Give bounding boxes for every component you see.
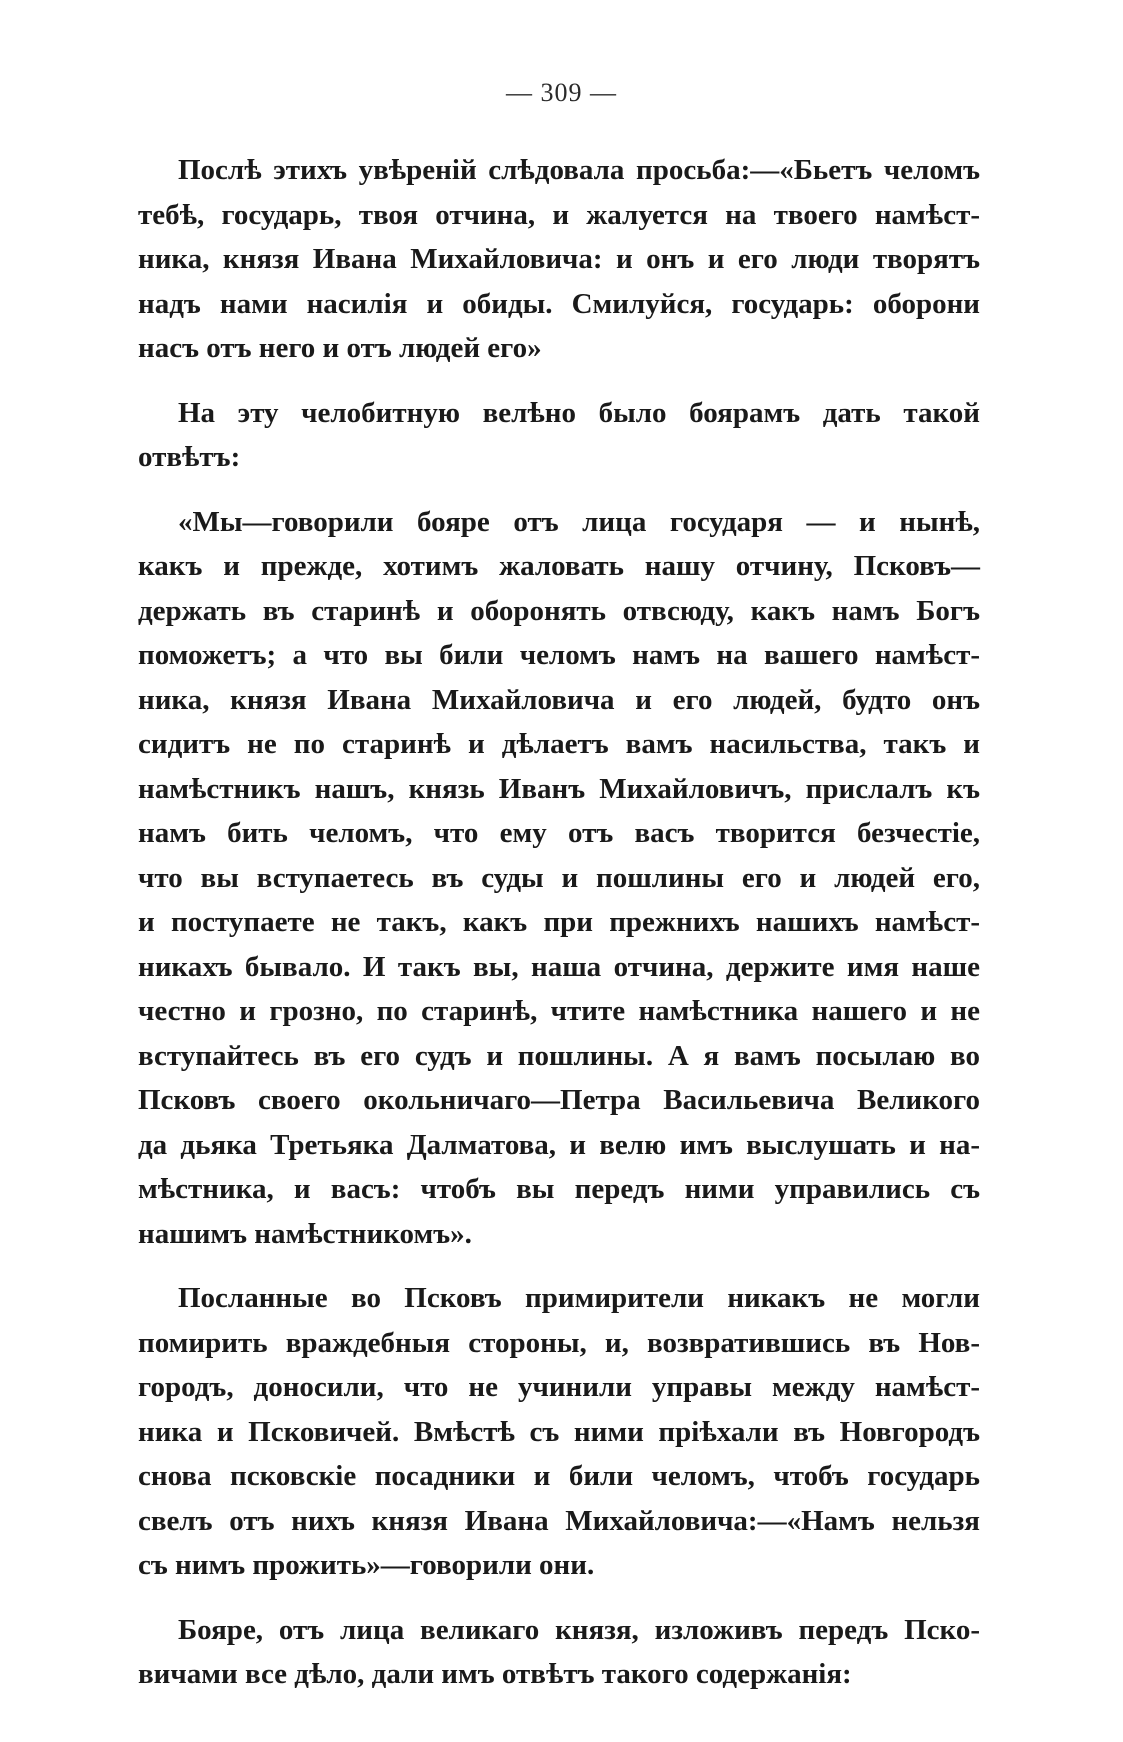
text-line: насъ отъ него и отъ людей его» (138, 332, 542, 364)
text-line: нашимъ намѣстникомъ». (138, 1217, 472, 1250)
paragraph-3 (138, 500, 980, 1257)
text-line: мѣстника, и васъ: чтобъ вы передъ ними управились съ (138, 1173, 980, 1205)
text-line: какъ и прежде, хотимъ жаловать нашу отчину, Псковъ— (138, 550, 980, 582)
text-line: «Мы—говорили бояре отъ лица государя — и нынѣ, (178, 505, 980, 538)
paragraph-2 (138, 391, 980, 480)
text-line: сидитъ не по старинѣ и дѣлаетъ вамъ насильства, такъ и (138, 728, 980, 760)
text-line: съ нимъ прожить»—говорили они. (138, 1549, 595, 1581)
text-line: Псковъ своего окольничаго—Петра Васильевича Великого (138, 1084, 980, 1116)
text-line: Посланные во Псковъ примирители никакъ не могли (178, 1282, 980, 1314)
text-line: Послѣ этихъ увѣренiй слѣдовала просьба:—«Бьетъ челомъ (178, 154, 980, 186)
text-line: держать въ старинѣ и оборонять отвсюду, какъ намъ Богъ (138, 594, 980, 627)
page-number: — 309 — (506, 78, 617, 107)
text-line: ника, князя Ивана Михайловича: и онъ и его люди творятъ (138, 243, 980, 275)
text-line: Бояре, отъ лица великаго князя, изложивъ передъ Пско- (178, 1613, 980, 1646)
text-line: что вы вступаетесь въ суды и пошлины его и людей его, (138, 861, 980, 894)
text-line: тебѣ, государь, твоя отчина, и жалуется на твоего намѣст- (138, 198, 980, 231)
paragraph-4 (138, 1276, 980, 1588)
text-line: намъ бить челомъ, что ему отъ васъ творится безчестiе, (138, 817, 980, 849)
text-line: На эту челобитную велѣно было боярамъ дать такой (178, 396, 980, 429)
text-line: отвѣтъ: (138, 441, 241, 473)
text-line: помирить враждебныя стороны, и, возвратившись въ Нов- (138, 1326, 980, 1359)
text-line: да дьяка Третьяка Далматова, и велю имъ выслушать и на- (138, 1128, 980, 1161)
text-line: снова псковскiе посадники и били челомъ, чтобъ государь (138, 1460, 980, 1492)
text-line: ника и Псковичей. Вмѣстѣ съ ними прiѣхали въ Новгородъ (138, 1415, 980, 1448)
text-line: честно и грозно, по старинѣ, чтите намѣстника нашего и не (138, 995, 980, 1027)
text-line: поможетъ; а что вы били челомъ намъ на вашего намѣст- (138, 639, 980, 671)
body-text (138, 148, 980, 1717)
text-line: вичами все дѣло, дали имъ отвѣтъ такого содержанiя: (138, 1658, 852, 1690)
paragraph-5 (138, 1608, 980, 1697)
text-line: свелъ отъ нихъ князя Ивана Михайловича:—«Намъ нельзя (138, 1504, 980, 1537)
text-line: вступайтесь въ его судъ и пошлины. А я вамъ посылаю во (138, 1039, 980, 1072)
text-line: намѣстникъ нашъ, князь Иванъ Михайловичъ, прислалъ къ (138, 772, 980, 805)
text-line: никахъ бывало. И такъ вы, наша отчина, держите имя наше (138, 950, 980, 983)
text-line: ника, князя Ивана Михайловича и его людей, будто онъ (138, 683, 980, 716)
text-line: надъ нами насилiя и обиды. Смилуйся, государь: оборони (138, 287, 980, 320)
text-line: и поступаете не такъ, какъ при прежнихъ нашихъ намѣст- (138, 906, 980, 938)
paragraph-1 (138, 148, 980, 371)
text-line: городъ, доносили, что не учинили управы между намѣст- (138, 1371, 980, 1403)
